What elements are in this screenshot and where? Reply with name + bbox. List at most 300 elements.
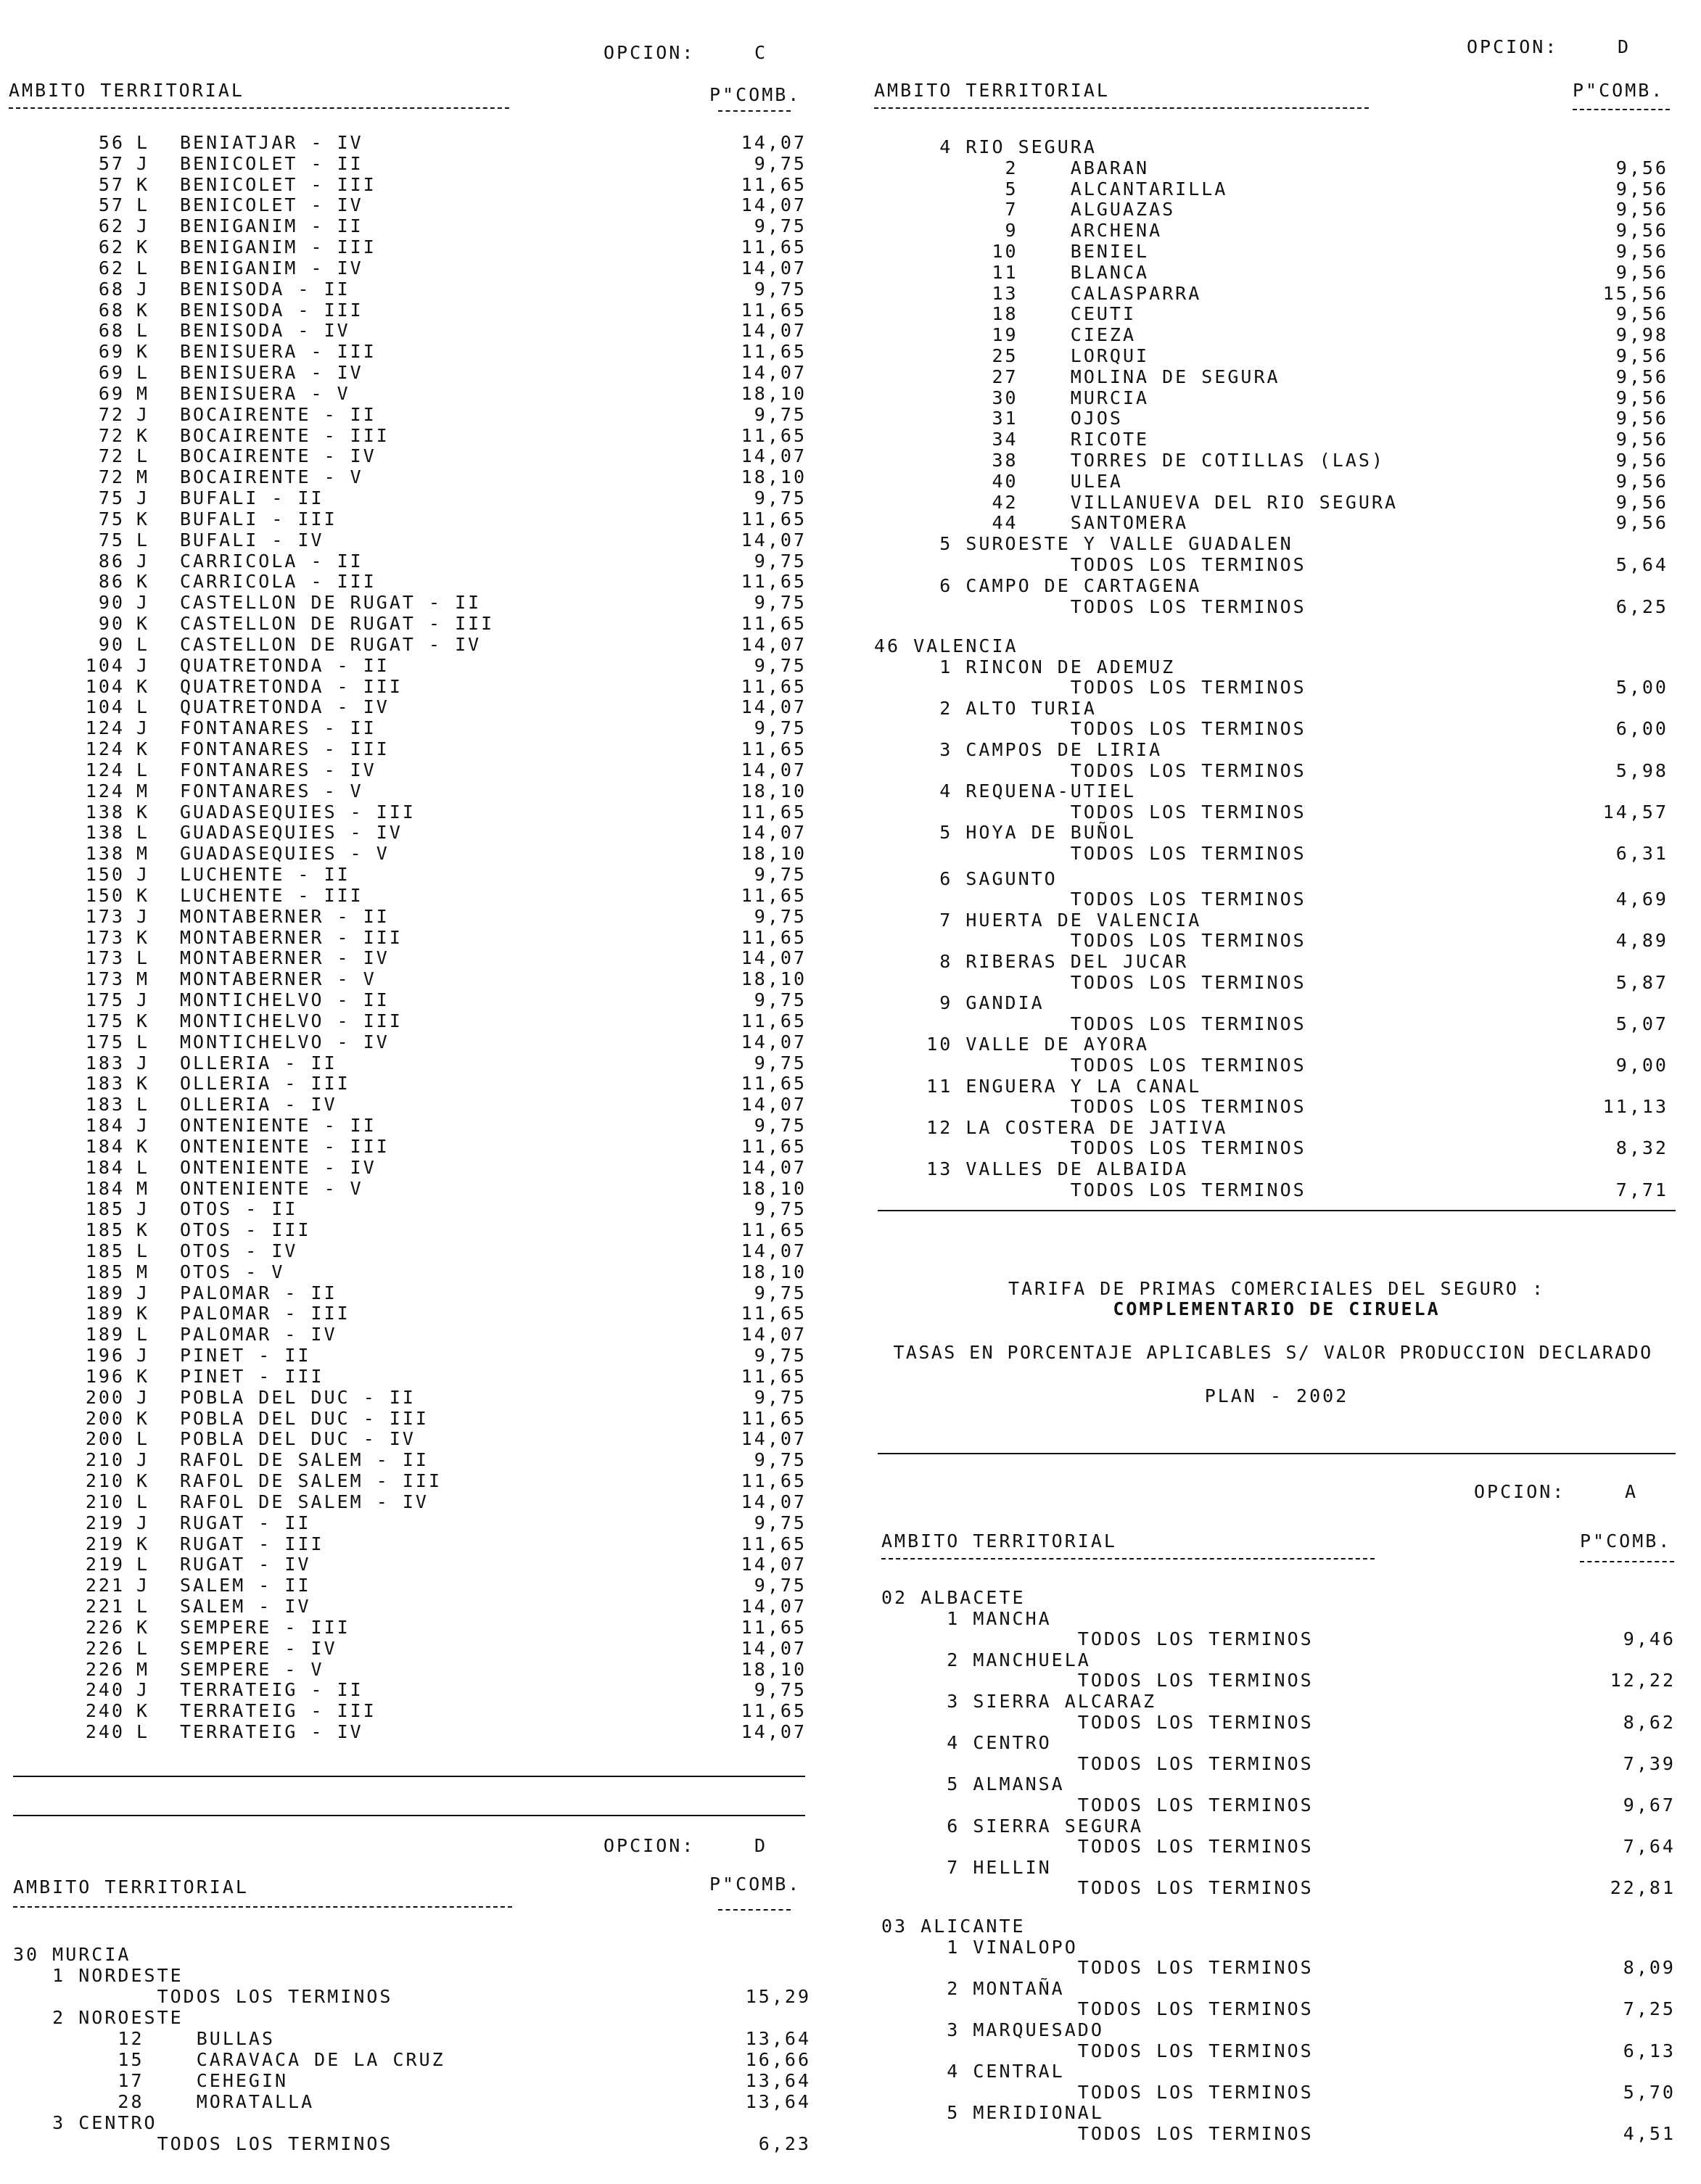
row-label: 18 CEUTI [874,303,1137,325]
row-value: 18,10 [741,466,807,488]
row-name: BENISODA - II [180,278,350,300]
table-row [0,1178,812,1199]
table-row [0,1408,812,1429]
table-row [0,425,812,446]
table-row [874,575,1668,596]
row-value: 7,25 [1623,1998,1676,2020]
row-name: QUATRETONDA - III [180,675,403,697]
row-name: ONTENIENTE - V [180,1177,363,1199]
row-label: TODOS LOS TERMINOS [881,1628,1314,1650]
row-label: TODOS LOS TERMINOS [874,930,1306,952]
row-name: GUADASEQUIES - III [180,801,416,823]
row-name: BENICOLET - IV [180,194,363,216]
table-row [0,717,812,738]
row-value: 9,75 [754,1386,807,1408]
row-zone: K [136,801,150,823]
row-zone: L [136,633,150,655]
row-value: 18,10 [741,1177,807,1199]
table-row [0,404,812,425]
row-label: TODOS LOS TERMINOS [881,2081,1314,2103]
row-label: 3 MARQUESADO [881,2019,1104,2040]
row-value: 9,75 [754,1115,807,1136]
row-zone: K [136,341,150,363]
row-label: 7 HUERTA DE VALENCIA [874,909,1202,931]
row-code: 72 [98,424,125,446]
row-label: 2 NOROESTE [13,2007,184,2028]
row-value: 9,75 [754,989,807,1011]
row-value: 9,56 [1615,199,1668,221]
table-row [13,2133,811,2154]
row-value: 11,65 [741,571,807,593]
row-zone: L [136,194,150,216]
row-zone: J [136,1449,150,1471]
row-label: 30 MURCIA [13,1944,131,1965]
horizontal-rule [13,1776,805,1777]
table-row [0,487,812,508]
row-name: SALEM - II [180,1575,311,1596]
row-label: TODOS LOS TERMINOS [881,1957,1314,1979]
row-value: 11,65 [741,424,807,446]
row-label: 02 ALBACETE [881,1587,1026,1608]
row-code: 90 [98,592,125,614]
table-row [0,1659,812,1680]
row-zone: K [136,1470,150,1492]
row-code: 150 [85,884,125,906]
row-value: 14,07 [741,633,807,655]
row-label: TODOS LOS TERMINOS [874,718,1306,740]
row-label: 12 BULLAS [13,2028,276,2049]
row-value: 11,65 [741,1010,807,1031]
row-label: 6 SAGUNTO [874,868,1058,889]
row-value: 9,75 [754,487,807,509]
row-value: 14,07 [741,132,807,153]
row-label: 7 HELLIN [881,1856,1052,1878]
row-zone: L [136,529,150,551]
row-code: 69 [98,382,125,404]
table-row [0,1282,812,1303]
row-code: 124 [85,738,125,760]
row-label: TODOS LOS TERMINOS [874,554,1306,575]
dashed-underline [9,107,509,109]
row-value: 13,64 [745,2091,811,2112]
row-value: 9,46 [1623,1628,1676,1650]
row-name: SEMPERE - III [180,1616,350,1638]
opcion-label: OPCION: [1467,36,1559,57]
row-label: 3 CENTRO [13,2112,157,2133]
table-row [13,2070,811,2091]
table-row [0,1596,812,1617]
tarifa-note: TASAS EN PORCENTAJE APLICABLES S/ VALOR PRODUCCION DECLARADO [893,1342,1653,1363]
row-name: MONTABERNER - II [180,905,390,927]
row-zone: K [136,1533,150,1554]
row-label: TODOS LOS TERMINOS [874,889,1306,910]
table-row [874,596,1668,617]
row-name: TERRATEIG - II [180,1679,363,1701]
row-value: 5,00 [1615,677,1668,699]
row-zone: L [136,1491,150,1512]
table-row [874,739,1668,760]
table-row [0,1073,812,1094]
table-row [13,1965,811,1986]
row-value: 11,65 [741,173,807,195]
row-value: 7,39 [1623,1752,1676,1774]
row-name: ONTENIENTE - II [180,1115,376,1136]
row-label: 3 CAMPOS DE LIRIA [874,739,1163,760]
row-label: 9 GANDIA [874,992,1045,1014]
opcion-label: OPCION: [604,42,696,63]
table-row [874,283,1668,304]
row-value: 9,56 [1615,345,1668,366]
row-value: 11,65 [741,1533,807,1554]
table-row [13,2112,811,2133]
row-name: FONTANARES - IV [180,759,376,780]
row-name: MONTICHELVO - IV [180,1031,390,1052]
row-label: TODOS LOS TERMINOS [881,1877,1314,1899]
table-row [874,698,1668,719]
row-value: 9,56 [1615,429,1668,450]
table-row [874,408,1668,429]
row-name: BENICOLET - III [180,173,376,195]
row-label: 6 SIERRA SEGURA [881,1815,1144,1837]
row-name: PINET - III [180,1365,324,1387]
row-value: 14,07 [741,1324,807,1346]
row-value: 5,98 [1615,759,1668,781]
opcion-label: OPCION: [604,1835,696,1856]
row-zone: K [136,1135,150,1157]
tarifa-title: TARIFA DE PRIMAS COMERCIALES DEL SEGURO : [1008,1278,1546,1299]
row-zone: L [136,1721,150,1743]
row-code: 183 [85,1052,125,1074]
table-row [13,2091,811,2112]
row-name: BENIGANIM - II [180,215,363,237]
row-label: 34 RICOTE [874,429,1150,450]
row-code: 184 [85,1115,125,1136]
row-name: QUATRETONDA - II [180,654,390,676]
table-row [874,910,1668,931]
row-value: 8,62 [1623,1711,1676,1733]
row-code: 200 [85,1386,125,1408]
row-value: 5,07 [1615,1013,1668,1034]
row-code: 57 [98,173,125,195]
row-zone: K [136,236,150,258]
table-row [881,2123,1676,2144]
row-value: 9,75 [754,550,807,572]
row-code: 184 [85,1177,125,1199]
row-value: 11,65 [741,1303,807,1324]
table-row [881,1587,1676,1608]
table-row [0,1157,812,1178]
table-row [874,1158,1668,1179]
row-label: TODOS LOS TERMINOS [874,843,1306,864]
row-name: RAFOL DE SALEM - IV [180,1491,429,1512]
row-zone: L [136,1324,150,1346]
row-label: 7 ALGUAZAS [874,199,1176,221]
row-value: 9,56 [1615,178,1668,199]
table-row [0,1240,812,1261]
table-row [874,1117,1668,1138]
row-name: CASTELLON DE RUGAT - II [180,592,482,614]
table-row [0,571,812,592]
row-zone: J [136,654,150,676]
table-row [0,1617,812,1638]
row-value: 9,75 [754,905,807,927]
row-value: 9,56 [1615,450,1668,471]
table-row [881,1877,1676,1898]
row-name: PINET - II [180,1345,311,1367]
row-label: 44 SANTOMERA [874,512,1189,534]
row-name: OLLERIA - III [180,1073,350,1095]
row-value: 14,07 [741,257,807,279]
row-value: 11,65 [741,1407,807,1429]
table-row [0,696,812,717]
row-code: 104 [85,654,125,676]
row-zone: L [136,696,150,718]
row-name: BOCAIRENTE - III [180,424,390,446]
row-zone: K [136,508,150,529]
table-row [874,889,1668,910]
row-value: 22,81 [1610,1877,1676,1899]
row-zone: L [136,759,150,780]
row-name: OTOS - IV [180,1240,298,1261]
row-value: 14,07 [741,1156,807,1178]
row-zone: K [136,613,150,635]
row-value: 11,65 [741,1616,807,1638]
row-code: 221 [85,1575,125,1596]
row-zone: K [136,1010,150,1031]
table-row [0,906,812,927]
table-row [881,2082,1676,2103]
row-value: 11,65 [741,341,807,363]
row-name: OTOS - III [180,1219,311,1241]
row-value: 18,10 [741,382,807,404]
row-value: 9,75 [754,592,807,614]
table-row [881,1670,1676,1691]
table-row [874,366,1668,387]
row-code: 200 [85,1428,125,1450]
row-name: FONTANARES - III [180,738,390,760]
row-code: 196 [85,1345,125,1367]
row-label: 10 VALLE DE AYORA [874,1034,1150,1055]
row-name: PALOMAR - III [180,1303,350,1324]
row-code: 57 [98,152,125,174]
row-zone: J [136,1575,150,1596]
table-row [0,362,812,383]
row-value: 11,65 [741,1219,807,1241]
row-name: POBLA DEL DUC - III [180,1407,429,1429]
row-name: SEMPERE - V [180,1658,324,1680]
row-label: 1 MANCHA [881,1607,1052,1629]
row-value: 9,75 [754,1198,807,1220]
row-code: 124 [85,717,125,739]
row-code: 219 [85,1554,125,1575]
table-row [874,262,1668,283]
table-row [874,554,1668,575]
table-row [874,992,1668,1013]
table-row [13,2049,811,2070]
row-name: FONTANARES - II [180,717,376,739]
row-code: 219 [85,1533,125,1554]
table-row [881,1628,1676,1649]
table-row [0,341,812,362]
row-code: 173 [85,926,125,948]
table-row [874,760,1668,781]
row-label: 15 CARAVACA DE LA CRUZ [13,2049,445,2070]
row-code: 62 [98,215,125,237]
table-row [881,1836,1676,1857]
table-row [881,1957,1676,1978]
dashed-underline [718,1909,791,1911]
row-name: RAFOL DE SALEM - II [180,1449,429,1471]
row-zone: J [136,905,150,927]
row-name: MONTABERNER - III [180,926,403,948]
row-zone: K [136,1219,150,1241]
row-label: 11 BLANCA [874,261,1150,283]
row-zone: M [136,466,150,488]
row-name: POBLA DEL DUC - II [180,1386,416,1408]
row-label: 1 NORDESTE [13,1965,184,1986]
row-value: 11,65 [741,299,807,321]
row-name: RUGAT - III [180,1533,324,1554]
table-row [0,634,812,655]
table-row [0,1345,812,1366]
row-zone: L [136,320,150,342]
row-zone: J [136,1198,150,1220]
row-label: 40 ULEA [874,470,1123,492]
row-value: 9,75 [754,278,807,300]
opcion-value: A [1625,1481,1639,1502]
table-row [874,677,1668,698]
row-value: 9,56 [1615,512,1668,534]
horizontal-rule [878,1210,1676,1211]
row-label: 42 VILLANUEVA DEL RIO SEGURA [874,491,1399,513]
row-value: 9,75 [754,215,807,237]
table-row [0,1533,812,1554]
row-value: 6,25 [1615,596,1668,617]
row-zone: L [136,362,150,384]
dashed-underline [1580,1561,1674,1562]
row-label: 11 ENGUERA Y LA CANAL [874,1075,1202,1097]
row-value: 14,07 [741,1554,807,1575]
row-name: CASTELLON DE RUGAT - IV [180,633,482,655]
row-value: 9,75 [754,1282,807,1303]
table-row [0,1428,812,1449]
row-value: 14,07 [741,362,807,384]
row-name: BOCAIRENTE - II [180,403,376,425]
table-row [874,1137,1668,1158]
row-label: 31 OJOS [874,408,1123,429]
row-name: PALOMAR - II [180,1282,337,1303]
table-row [874,1013,1668,1034]
row-zone: L [136,1031,150,1052]
table-row [874,345,1668,366]
table-row [874,972,1668,993]
row-value: 9,75 [754,864,807,886]
row-name: POBLA DEL DUC - IV [180,1428,416,1450]
table-row [0,215,812,236]
row-label: 19 CIEZA [874,324,1137,346]
row-label: TODOS LOS TERMINOS [874,1179,1306,1200]
row-name: BENISUERA - V [180,382,350,404]
row-value: 9,56 [1615,387,1668,408]
row-label: TODOS LOS TERMINOS [881,1752,1314,1774]
row-name: CARRICOLA - III [180,571,376,593]
table-row [0,864,812,885]
row-label: 8 RIBERAS DEL JUCAR [874,951,1189,972]
pcomb-header: P"COMB. [1573,80,1665,101]
table-row [0,1721,812,1742]
row-label: TODOS LOS TERMINOS [881,1711,1314,1733]
table-row [0,1491,812,1512]
row-name: ONTENIENTE - IV [180,1156,376,1178]
opcion-value: C [754,42,768,63]
row-zone: K [136,1303,150,1324]
row-zone: J [136,152,150,174]
dashed-underline [874,107,1369,109]
table-row [0,1115,812,1136]
row-code: 75 [98,508,125,529]
row-zone: J [136,487,150,509]
row-label: 4 REQUENA-UTIEL [874,780,1137,802]
table-row [874,178,1668,199]
row-code: 69 [98,341,125,363]
ambito-header: AMBITO TERRITORIAL [874,80,1110,101]
row-code: 189 [85,1303,125,1324]
row-code: 210 [85,1491,125,1512]
row-code: 68 [98,320,125,342]
row-label: 27 MOLINA DE SEGURA [874,366,1280,387]
row-value: 9,56 [1615,261,1668,283]
row-name: RAFOL DE SALEM - III [180,1470,442,1492]
row-code: 62 [98,236,125,258]
row-label: 4 RIO SEGURA [874,136,1097,157]
row-label: 46 VALENCIA [874,635,1018,656]
table-row [874,930,1668,951]
row-value: 9,75 [754,1345,807,1367]
table-row [874,512,1668,533]
row-code: 185 [85,1219,125,1241]
row-code: 173 [85,905,125,927]
table-row [0,1512,812,1533]
row-zone: J [136,403,150,425]
row-value: 6,13 [1623,2040,1676,2061]
row-label: 2 MANCHUELA [881,1649,1091,1670]
row-label: TODOS LOS TERMINOS [874,971,1306,993]
table-row [874,450,1668,471]
table-row [0,279,812,300]
row-zone: M [136,843,150,865]
row-code: 226 [85,1637,125,1659]
row-value: 9,75 [754,403,807,425]
row-name: BENISODA - III [180,299,363,321]
table-row [0,1575,812,1596]
row-label: 2 ALTO TURIA [874,697,1097,719]
tarifa-plan: PLAN - 2002 [1204,1385,1349,1406]
table-row [881,1816,1676,1837]
row-code: 183 [85,1073,125,1095]
row-code: 189 [85,1282,125,1303]
row-value: 9,56 [1615,157,1668,178]
row-zone: K [136,1365,150,1387]
table-row [0,445,812,466]
dashed-underline [881,1558,1375,1559]
row-label: 1 RINCON DE ADEMUZ [874,656,1176,677]
row-zone: M [136,968,150,990]
table-row [0,153,812,174]
table-row [0,383,812,404]
table-row [874,471,1668,492]
row-code: 226 [85,1658,125,1680]
row-value: 11,65 [741,508,807,529]
